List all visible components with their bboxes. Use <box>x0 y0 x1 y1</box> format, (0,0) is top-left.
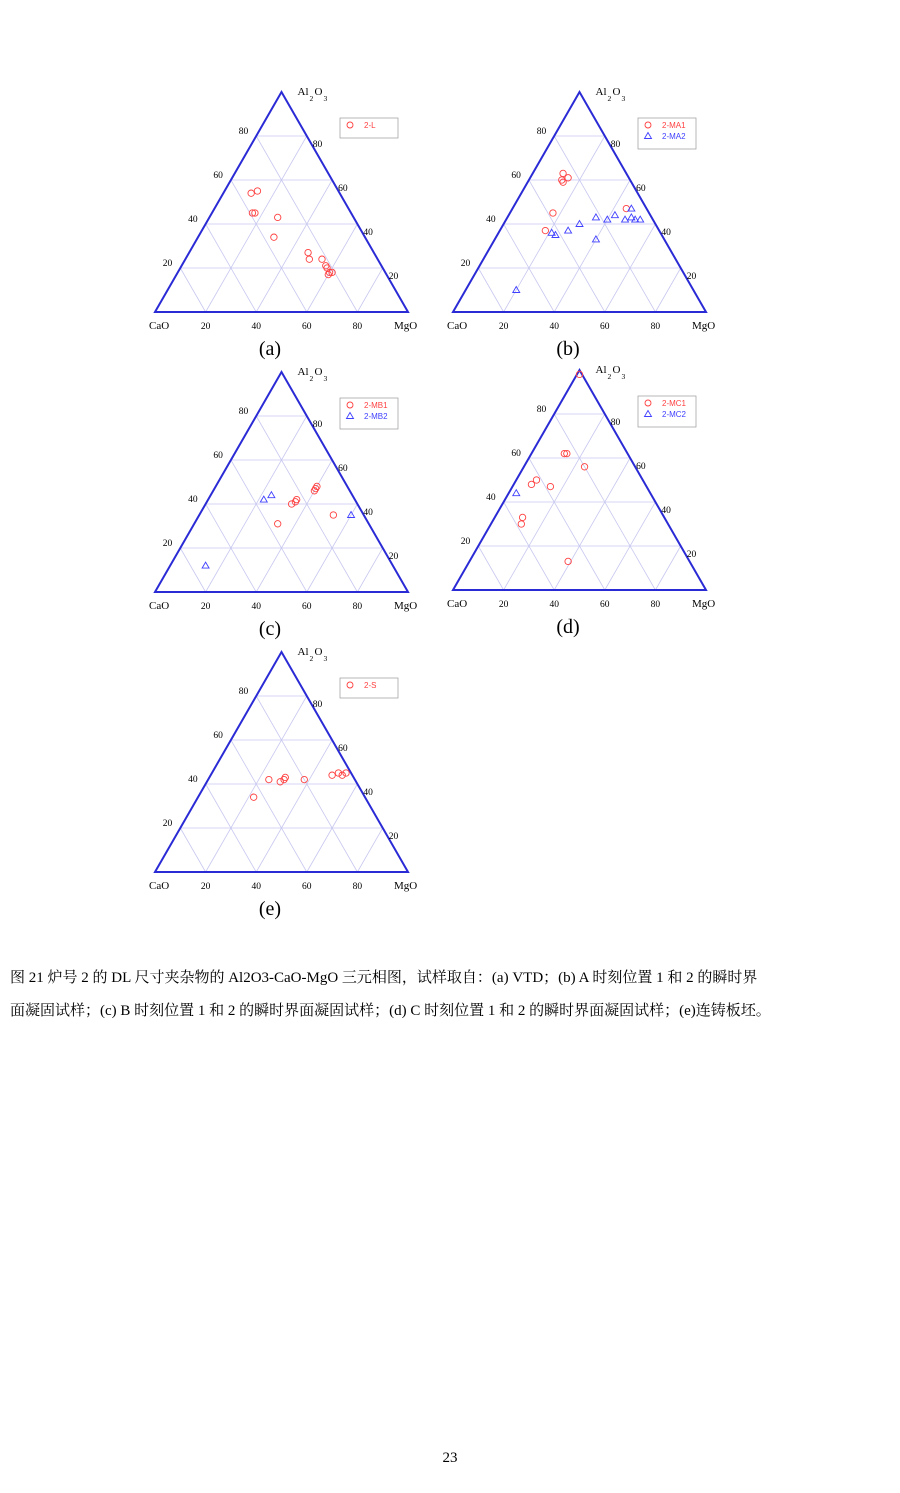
left-tick-label: 80 <box>536 127 547 137</box>
grid-line <box>256 460 332 592</box>
bottom-tick-label: 20 <box>498 600 509 610</box>
bottom-tick-label: 60 <box>600 600 610 610</box>
grid-line <box>231 460 307 592</box>
data-point-circle <box>254 188 260 194</box>
ternary-chart-c <box>140 360 440 615</box>
data-point-circle <box>547 483 553 489</box>
apex-label-al: Al <box>297 86 309 98</box>
left-tick-label: 20 <box>162 819 173 829</box>
grid-line <box>478 546 503 590</box>
panel-label-b: (b) <box>556 338 580 360</box>
apex-label-o: O <box>314 86 323 98</box>
data-point-triangle <box>622 216 629 222</box>
grid-line <box>180 548 205 592</box>
data-point-circle <box>343 770 349 776</box>
bottom-tick-label: 20 <box>200 602 211 612</box>
data-point-circle <box>250 794 256 800</box>
corner-label-mgo: MgO <box>394 600 418 612</box>
grid-line <box>529 180 605 312</box>
data-point-triangle <box>592 214 599 220</box>
apex-label-sub2: 3 <box>621 94 626 103</box>
apex-label-al: Al <box>297 366 309 378</box>
figure-caption <box>10 962 890 1028</box>
data-point-circle <box>330 512 336 518</box>
bottom-tick-label: 20 <box>200 882 211 892</box>
ternary-chart-e <box>140 640 440 895</box>
bottom-tick-label: 40 <box>251 882 261 892</box>
panel-label-a: (a) <box>258 338 282 360</box>
apex-label-o: O <box>314 366 323 378</box>
right-tick-label: 40 <box>363 508 373 518</box>
corner-label-mgo: MgO <box>394 880 418 892</box>
bottom-tick-label: 60 <box>302 882 312 892</box>
grid-line <box>357 828 382 872</box>
grid-line <box>655 546 680 590</box>
corner-label-mgo: MgO <box>394 320 418 332</box>
bottom-tick-label: 80 <box>352 882 363 892</box>
right-tick-label: 80 <box>610 140 621 150</box>
apex-label-sub1: 2 <box>309 94 314 103</box>
apex-label-o: O <box>612 86 621 98</box>
right-tick-label: 80 <box>312 140 323 150</box>
data-point-circle <box>560 170 566 176</box>
right-tick-label: 20 <box>686 550 697 560</box>
legend-label: 2-MC2 <box>662 410 687 419</box>
bottom-tick-label: 60 <box>600 322 610 332</box>
data-point-triangle <box>260 496 267 502</box>
data-point-circle <box>329 772 335 778</box>
data-point-circle <box>282 774 288 780</box>
left-tick-label: 60 <box>511 449 521 459</box>
grid-line <box>256 180 332 312</box>
caption-line-1: 图 21 炉号 2 的 DL 尺寸夹杂物的 Al2O3-CaO-MgO 三元相图，试样取自：(a) VTD；(b) A 时刻位置 1 和 2 的瞬时界 <box>10 970 758 986</box>
right-tick-label: 40 <box>661 506 671 516</box>
left-tick-label: 60 <box>213 451 223 461</box>
left-tick-label: 80 <box>238 407 249 417</box>
data-point-triangle <box>611 212 618 218</box>
grid-line <box>357 548 382 592</box>
legend-label: 2-MB2 <box>364 412 388 421</box>
data-point-circle <box>305 249 311 255</box>
right-tick-label: 60 <box>338 744 348 754</box>
right-tick-label: 60 <box>636 184 646 194</box>
apex-label-al: Al <box>595 86 607 98</box>
legend-label: 2-MA1 <box>662 121 686 130</box>
data-point-circle <box>319 256 325 262</box>
left-tick-label: 80 <box>238 687 249 697</box>
ternary-panel-e <box>140 640 440 925</box>
ternary-panel-c <box>140 360 440 645</box>
data-point-circle <box>275 521 281 527</box>
legend-label: 2-MA2 <box>662 132 686 141</box>
corner-label-mgo: MgO <box>692 320 716 332</box>
legend-label: 2-MC1 <box>662 399 687 408</box>
bottom-tick-label: 40 <box>549 600 559 610</box>
page-number: 23 <box>442 1450 458 1466</box>
ternary-panel-a <box>140 80 440 365</box>
panel-label-e: (e) <box>258 898 282 920</box>
bottom-tick-label: 40 <box>251 602 261 612</box>
apex-label-o: O <box>612 364 621 376</box>
bottom-tick-label: 80 <box>650 322 661 332</box>
left-tick-label: 60 <box>213 731 223 741</box>
data-point-circle <box>519 514 525 520</box>
right-tick-label: 60 <box>338 184 348 194</box>
data-point-triangle <box>202 562 209 568</box>
data-point-circle <box>528 481 534 487</box>
left-tick-label: 80 <box>238 127 249 137</box>
ternary-chart-d <box>438 358 738 613</box>
bottom-tick-label: 80 <box>650 600 661 610</box>
grid-line <box>554 180 630 312</box>
data-point-circle <box>306 256 312 262</box>
apex-label-sub1: 2 <box>607 372 612 381</box>
grid-line <box>655 268 680 312</box>
right-tick-label: 20 <box>388 832 399 842</box>
ternary-panel-b <box>438 80 738 365</box>
apex-label-sub1: 2 <box>607 94 612 103</box>
right-tick-label: 60 <box>636 462 646 472</box>
left-tick-label: 80 <box>536 405 547 415</box>
bottom-tick-label: 40 <box>251 322 261 332</box>
data-point-triangle <box>268 492 275 498</box>
data-point-circle <box>335 770 341 776</box>
left-tick-label: 20 <box>162 539 173 549</box>
left-tick-label: 40 <box>188 215 198 225</box>
right-tick-label: 20 <box>686 272 697 282</box>
data-point-triangle <box>576 221 583 227</box>
right-tick-label: 40 <box>661 228 671 238</box>
left-tick-label: 40 <box>486 493 496 503</box>
left-tick-label: 40 <box>486 215 496 225</box>
data-point-circle <box>550 210 556 216</box>
right-tick-label: 60 <box>338 464 348 474</box>
left-tick-label: 20 <box>162 259 173 269</box>
right-tick-label: 20 <box>388 552 399 562</box>
ternary-chart-b <box>438 80 738 335</box>
right-tick-label: 20 <box>388 272 399 282</box>
right-tick-label: 80 <box>312 420 323 430</box>
left-tick-label: 20 <box>460 537 471 547</box>
data-point-circle <box>339 772 345 778</box>
grid-line <box>529 458 605 590</box>
ternary-chart-a <box>140 80 440 335</box>
corner-label-mgo: MgO <box>692 598 716 610</box>
bottom-tick-label: 60 <box>302 322 312 332</box>
data-point-circle <box>248 190 254 196</box>
apex-label-sub1: 2 <box>309 654 314 663</box>
left-tick-label: 40 <box>188 495 198 505</box>
panel-label-c: (c) <box>258 618 282 640</box>
corner-label-cao: CaO <box>149 600 170 612</box>
apex-label-o: O <box>314 646 323 658</box>
data-point-circle <box>271 234 277 240</box>
data-point-circle <box>266 776 272 782</box>
right-tick-label: 80 <box>610 418 621 428</box>
right-tick-label: 40 <box>363 228 373 238</box>
data-point-triangle <box>513 490 520 496</box>
apex-label-sub2: 3 <box>323 94 328 103</box>
corner-label-cao: CaO <box>447 320 468 332</box>
ternary-panel-d <box>438 358 738 643</box>
grid-line <box>231 180 307 312</box>
bottom-tick-label: 20 <box>498 322 509 332</box>
apex-label-al: Al <box>595 364 607 376</box>
apex-label-sub1: 2 <box>309 374 314 383</box>
apex-label-sub2: 3 <box>323 654 328 663</box>
grid-line <box>180 828 205 872</box>
caption-line-2: 面凝固试样；(c) B 时刻位置 1 和 2 的瞬时界面凝固试样；(d) C 时刻位置 1 和 2 的瞬时界面凝固试样；(e)连铸板坯。 <box>10 1003 771 1019</box>
bottom-tick-label: 40 <box>549 322 559 332</box>
data-point-triangle <box>565 227 572 233</box>
left-tick-label: 40 <box>188 775 198 785</box>
grid-line <box>478 268 503 312</box>
left-tick-label: 60 <box>511 171 521 181</box>
apex-label-sub2: 3 <box>323 374 328 383</box>
bottom-tick-label: 20 <box>200 322 211 332</box>
left-tick-label: 20 <box>460 259 471 269</box>
corner-label-cao: CaO <box>149 880 170 892</box>
grid-line <box>256 740 332 872</box>
corner-label-cao: CaO <box>149 320 170 332</box>
apex-label-al: Al <box>297 646 309 658</box>
legend-label: 2-L <box>364 121 376 130</box>
apex-label-sub2: 3 <box>621 372 626 381</box>
legend-label: 2-S <box>364 681 377 690</box>
bottom-tick-label: 80 <box>352 322 363 332</box>
bottom-tick-label: 60 <box>302 602 312 612</box>
grid-line <box>231 740 307 872</box>
data-point-circle <box>518 521 524 527</box>
bottom-tick-label: 80 <box>352 602 363 612</box>
grid-line <box>554 458 630 590</box>
corner-label-cao: CaO <box>447 598 468 610</box>
right-tick-label: 40 <box>363 788 373 798</box>
panel-label-d: (d) <box>556 616 580 638</box>
right-tick-label: 80 <box>312 700 323 710</box>
data-point-circle <box>275 214 281 220</box>
left-tick-label: 60 <box>213 171 223 181</box>
grid-line <box>180 268 205 312</box>
grid-line <box>357 268 382 312</box>
data-point-circle <box>542 227 548 233</box>
legend-label: 2-MB1 <box>364 401 388 410</box>
